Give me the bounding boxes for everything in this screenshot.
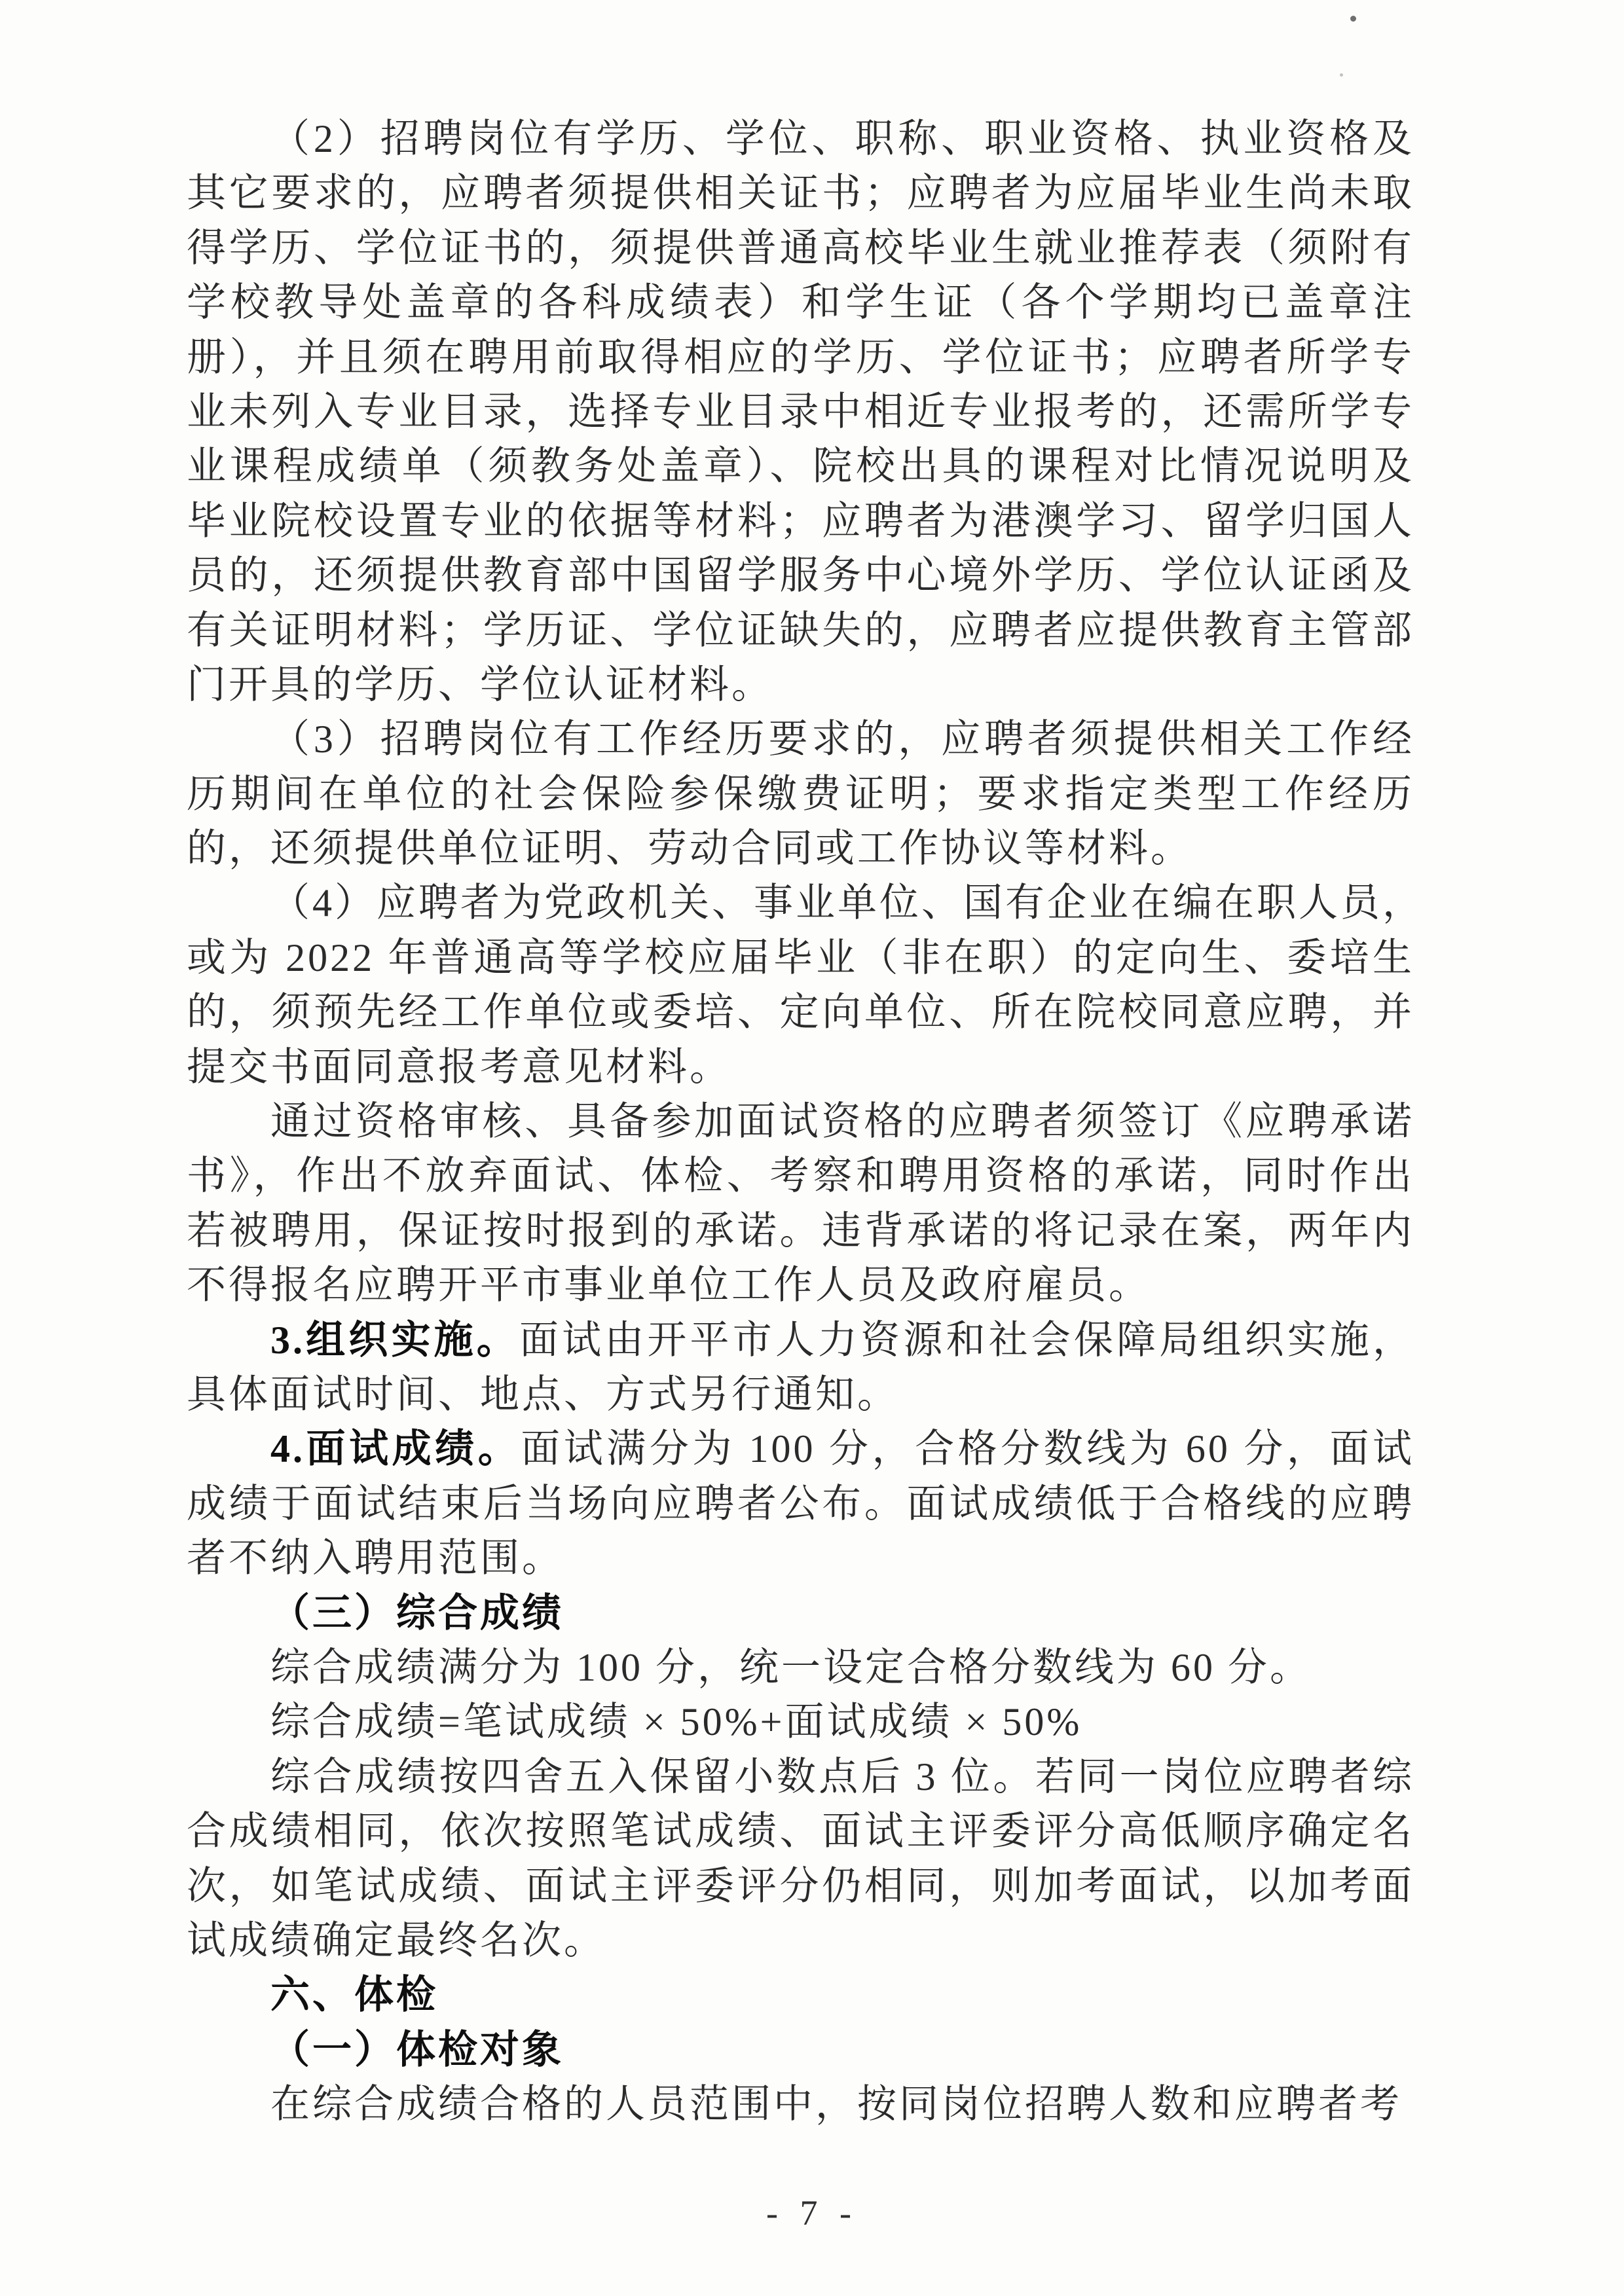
text-line — [187, 1477, 1414, 1531]
text-line — [187, 439, 1414, 494]
text-line — [187, 822, 1414, 876]
text-line — [187, 1695, 1414, 1749]
section-heading-line — [187, 1968, 1414, 2022]
body-text-run: 综合成绩按四舍五入保留小数点后 3 位。若同一岗位应聘者综 — [270, 1755, 1414, 1798]
bold-heading-run: （三）综合成绩 — [270, 1591, 564, 1635]
body-text-run: 门开具的学历、学位认证材料。 — [187, 663, 773, 706]
text-line — [187, 1204, 1414, 1258]
body-text-run: 业课程成绩单（须教务处盖章）、院校出具的课程对比情况说明及 — [187, 445, 1414, 488]
document-body — [187, 112, 1424, 2132]
text-line — [187, 1040, 1414, 1095]
section-heading-line — [187, 2023, 1414, 2077]
text-line — [187, 1859, 1414, 1914]
body-text-run: 业未列入专业目录，选择专业目录中相近专业报考的，还需所学专 — [187, 390, 1414, 433]
body-text-run: （3）招聘岗位有工作经历要求的，应聘者须提供相关工作经 — [270, 718, 1414, 761]
body-text-run: 综合成绩满分为 100 分，统一设定合格分数线为 60 分。 — [270, 1645, 1312, 1689]
text-line — [187, 1149, 1414, 1203]
text-line — [187, 876, 1424, 930]
body-text-run: 得学历、学位证书的，须提供普通高校毕业生就业推荐表（须附有 — [187, 226, 1414, 270]
body-text-run: 综合成绩=笔试成绩 × 50%+面试成绩 × 50% — [270, 1700, 1082, 1744]
text-line — [187, 985, 1414, 1040]
bold-heading-run: 3.组织实施。 — [270, 1318, 519, 1362]
text-line — [187, 1368, 1414, 1422]
body-text-run: （2）招聘岗位有学历、学位、职称、职业资格、执业资格及 — [270, 117, 1414, 160]
text-line — [187, 712, 1414, 767]
body-text-run: 若被聘用，保证按时报到的承诺。违背承诺的将记录在案，两年内 — [187, 1209, 1414, 1252]
text-line — [187, 604, 1414, 658]
body-text-run: 学校教导处盖章的各科成绩表）和学生证（各个学期均已盖章注 — [187, 281, 1414, 325]
body-text-run: 在综合成绩合格的人员范围中，按同岗位招聘人数和应聘者考 — [270, 2083, 1402, 2126]
page-number: - 7 - — [766, 2193, 858, 2232]
body-text-run: 面试满分为 100 分，合格分数线为 60 分，面试 — [521, 1427, 1415, 1471]
body-text-run: 不得报名应聘开平市事业单位工作人员及政府雇员。 — [187, 1264, 1151, 1307]
body-text-run: 成绩于面试结束后当场向应聘者公布。面试成绩低于合格线的应聘 — [187, 1482, 1414, 1525]
text-line — [187, 1914, 1414, 1968]
text-line — [187, 2077, 1414, 2132]
text-line — [187, 1258, 1414, 1313]
text-line — [187, 1313, 1414, 1368]
text-line — [187, 549, 1414, 603]
body-text-run: 有关证明材料；学历证、学位证缺失的，应聘者应提供教育主管部 — [187, 608, 1414, 652]
body-text-run: 通过资格审核、具备参加面试资格的应聘者须签订《应聘承诺 — [270, 1100, 1414, 1144]
body-text-run: 毕业院校设置专业的依据等材料；应聘者为港澳学习、留学归国人 — [187, 499, 1414, 543]
body-text-run: 的，还须提供单位证明、劳动合同或工作协议等材料。 — [187, 827, 1192, 871]
text-line — [187, 166, 1414, 221]
text-line — [187, 494, 1414, 549]
body-text-run: （4）应聘者为党政机关、事业单位、国有企业在编在职人员， — [270, 881, 1424, 925]
text-line — [187, 112, 1414, 166]
text-line — [187, 1804, 1414, 1859]
text-line — [187, 1422, 1414, 1476]
text-line — [187, 767, 1414, 822]
text-line — [187, 221, 1414, 276]
text-line — [187, 385, 1414, 439]
text-line — [187, 331, 1414, 385]
body-text-run: 面试由开平市人力资源和社会保障局组织实施， — [519, 1318, 1415, 1362]
body-text-run: 者不纳入聘用范围。 — [187, 1537, 564, 1580]
section-heading-line — [187, 1586, 1414, 1641]
body-text-run: 册），并且须在聘用前取得相应的学历、学位证书；应聘者所学专 — [187, 335, 1414, 379]
body-text-run: 或为 2022 年普通高等学校应届毕业（非在职）的定向生、委培生 — [187, 936, 1414, 979]
body-text-run: 历期间在单位的社会保险参保缴费证明；要求指定类型工作经历 — [187, 772, 1414, 816]
text-line — [187, 658, 1414, 712]
body-text-run: 书》，作出不放弃面试、体检、考察和聘用资格的承诺，同时作出 — [187, 1154, 1414, 1198]
body-text-run: 试成绩确定最终名次。 — [187, 1918, 606, 1962]
bold-heading-run: （一）体检对象 — [270, 2028, 564, 2071]
text-line — [187, 1641, 1414, 1695]
text-line — [187, 1750, 1414, 1804]
body-text-run: 提交书面同意报考意见材料。 — [187, 1045, 731, 1089]
text-line — [187, 1095, 1414, 1149]
text-line — [187, 931, 1414, 985]
body-text-run: 合成绩相同，依次按照笔试成绩、面试主评委评分高低顺序确定名 — [187, 1810, 1414, 1853]
text-line — [187, 276, 1414, 330]
bold-heading-run: 4.面试成绩。 — [270, 1427, 521, 1471]
bold-heading-run: 六、体检 — [270, 1973, 438, 2017]
body-text-run: 员的，还须提供教育部中国留学服务中心境外学历、学位认证函及 — [187, 554, 1414, 598]
scan-speck-small — [1340, 73, 1343, 77]
body-text-run: 其它要求的，应聘者须提供相关证书；应聘者为应届毕业生尚未取 — [187, 172, 1414, 215]
body-text-run: 的，须预先经工作单位或委培、定向单位、所在院校同意应聘，并 — [187, 991, 1414, 1034]
scan-speck — [1350, 16, 1356, 22]
text-line — [187, 1531, 1414, 1586]
body-text-run: 次，如笔试成绩、面试主评委评分仍相同，则加考面试，以加考面 — [187, 1864, 1414, 1908]
body-text-run: 具体面试时间、地点、方式另行通知。 — [187, 1372, 899, 1416]
